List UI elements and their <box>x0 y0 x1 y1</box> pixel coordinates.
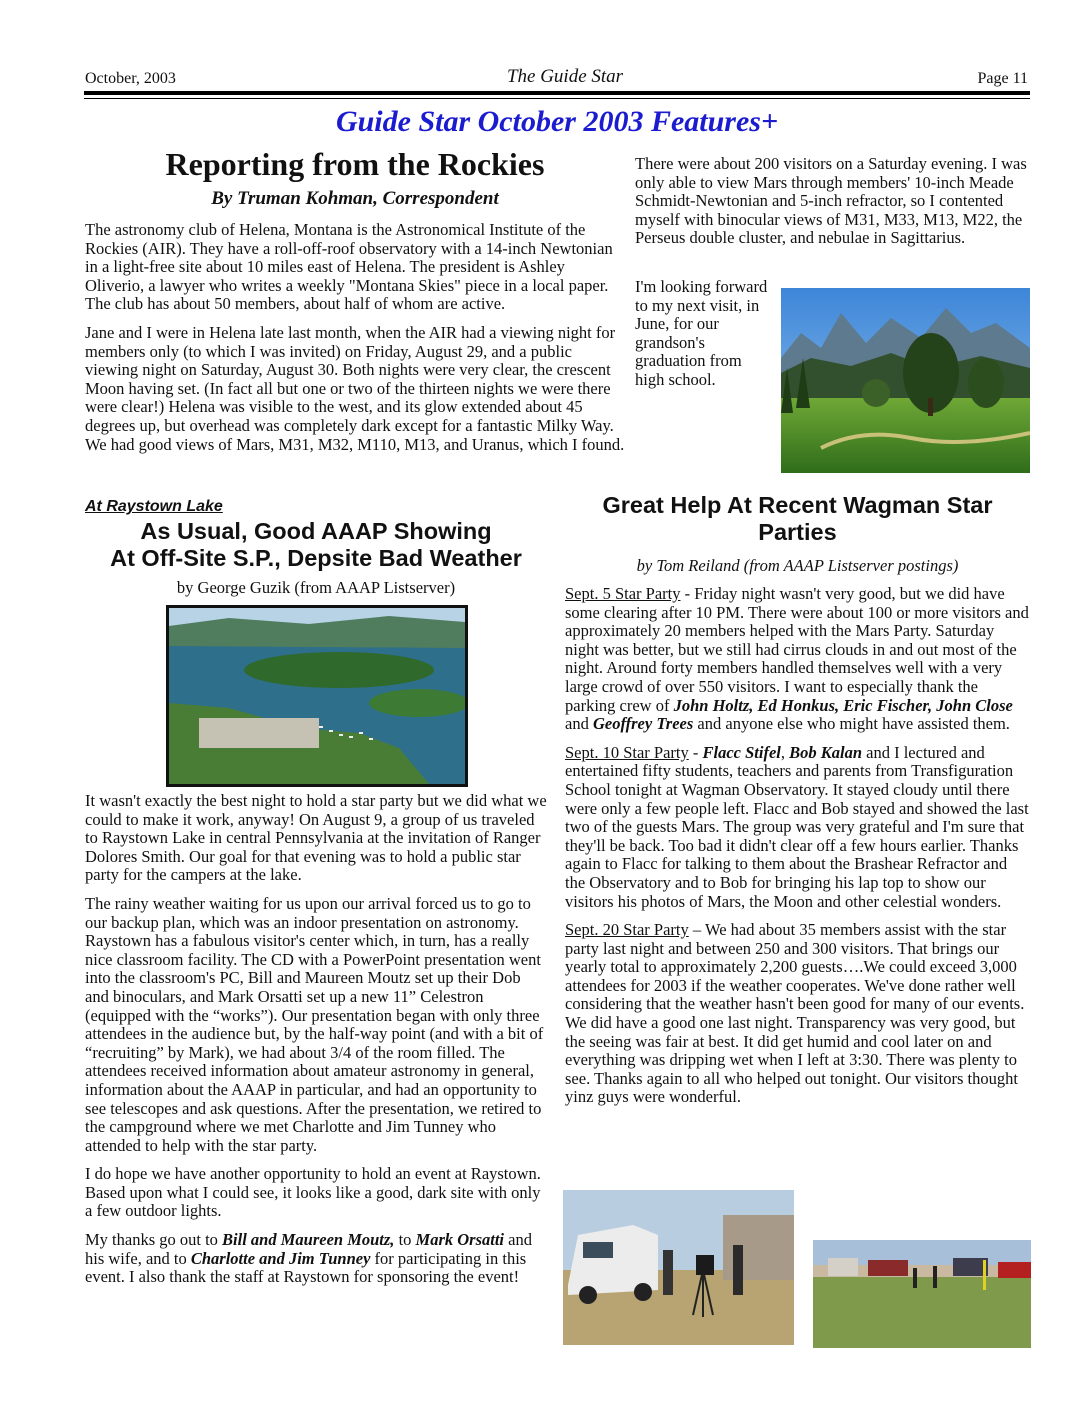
wagman-paragraph-sept10 <box>565 744 1030 911</box>
thanks-name-moutz: Bill and Maureen Moutz, <box>222 1230 395 1250</box>
wagman-body <box>565 585 1030 1117</box>
sept10-name-kalan: Bob Kalan <box>789 742 863 762</box>
sept5-names: John Holtz, Ed Honkus, Eric Fischer, John Close <box>673 695 1013 715</box>
wagman-paragraph-sept5 <box>565 585 1030 734</box>
raystown-paragraph-4 <box>85 1231 547 1287</box>
raystown-body <box>85 792 547 1297</box>
raystown-byline: by George Guzik (from AAAP Listserver) <box>176 578 456 597</box>
sept10-dash: - <box>688 742 703 762</box>
rockies-body-right-narrow <box>635 278 775 400</box>
thanks-text-a: My thanks go out to <box>85 1230 223 1250</box>
page-number: Page 11 <box>977 70 1028 87</box>
rockies-title: Reporting from the Rockies <box>165 146 545 182</box>
wagman-paragraph-sept20 <box>565 921 1030 1107</box>
raystown-lake-photo <box>166 605 468 787</box>
rockies-body-right <box>635 155 1030 258</box>
raystown-title-line-1: As Usual, Good AAAP Showing <box>140 518 492 544</box>
raystown-paragraph-3: I do hope we have another opportunity to hold an event at Raystown. Based upon what I could see, it looks like a good, dark site with only a few outdoor lights. <box>85 1164 541 1221</box>
thanks-text-c: to <box>394 1230 416 1250</box>
masthead: The Guide Star <box>506 66 624 87</box>
sept10-name-stifel: Flacc Stifel <box>702 742 781 762</box>
rockies-body-left <box>85 221 625 464</box>
sept5-and: and <box>565 714 593 734</box>
raystown-paragraph-1: It wasn't exactly the best night to hold a star party but we did what we could to make it work, anyway! On August 9, a group of us traveled to Raystown Lake in central Pennsylvania at the invitation of Ranger Dolores Smith. Our goal for that evening was to hold a public star party for the campers at the lake. <box>85 791 547 885</box>
rockies-byline: By Truman Kohman, Correspondent <box>211 188 499 209</box>
wagman-byline: by Tom Reiland (from AAAP Listserver postings) <box>636 556 959 575</box>
features-banner: Guide Star October 2003 Features+ <box>335 105 779 138</box>
thanks-name-tunney: Charlotte and Jim Tunney <box>190 1248 371 1268</box>
rockies-paragraph-1: The astronomy club of Helena, Montana is the Astronomical Institute of the Rockies (AIR). They have a roll-off-roof observatory with a 14-inch Newtonian in a light-free site about 10 miles east of Helena. The president is Ashley Oliverio, a lawyer who writes a weekly "Montana Skies" piece in a local paper. The club has about 50 members, about half of whom are active. <box>85 220 613 314</box>
sept10-heading: Sept. 10 Star Party <box>565 742 689 762</box>
sept20-text: – We had about 35 members assist with the star party last night and between 250 and 300 visitors. That brings our yearly total to approximately 2,200 guests….We could exceed 3,000 attendees for 2003 if the weather cooperates. We've done rather well considering that the weather hasn't been good for many of our events. We did have a good one last night. Transparency was very good, but the seeing was fair at best. It did get humid and cool later on and everything was dripping wet when I left at 3:30. There was plenty to see. Thanks again to all who helped out tonight. Our visitors thought yinz guys were wonderful. <box>565 920 1025 1107</box>
header-rule-thin <box>84 98 1030 99</box>
sept5-name-trees: Geoffrey Trees <box>592 714 694 734</box>
raystown-kicker: At Raystown Lake <box>85 498 223 515</box>
raystown-title-line-2: At Off-Site S.P., Depsite Bad Weather <box>110 545 522 571</box>
sept20-heading: Sept. 20 Star Party <box>565 920 689 940</box>
sept10-text: and I lectured and entertained fifty students, teachers and parents from Transfiguration School tonight at Wagman Observatory. It stayed cloudy until there were only a few people left. Flacc and Bob stayed and showed the last two of the guests Mars. The group was very grateful and I'm sure that they'll be back. Too bad it didn't clear off a few hours earlier. Thanks again to Flacc for talking to them about the Brashear Refractor and the Observatory and to Bob for bringing his lap top to show our visitors his photos of Mars, the Moon and other celestial wonders. <box>565 742 1029 911</box>
sept5-heading: Sept. 5 Star Party <box>565 584 681 603</box>
thanks-name-orsatti: Mark Orsatti <box>415 1230 505 1250</box>
mountain-meadow-photo <box>781 288 1030 473</box>
rockies-paragraph-3: There were about 200 visitors on a Saturday evening. I was only able to view Mars through members' 10-inch Meade Schmidt-Newtonian and 5-inch refractor, so I contented myself with binocular views of M31, M33, M13, M22, the Perseus double cluster, and nebulae in Sagittarius. <box>635 154 1027 248</box>
thanks-text-e: and his wife, and to <box>85 1230 532 1268</box>
wagman-title: Great Help At Recent Wagman Star Parties <box>602 492 993 545</box>
rockies-paragraph-4: I'm looking forward to my next visit, in June, for our grandson's graduation from high school. <box>635 277 768 389</box>
rockies-paragraph-2: Jane and I were in Helena late last month, when the AIR had a viewing night for members only (to which I was invited) on Friday, August 29, and a public viewing night on Saturday, August 30. Both nights were very clear, the crescent Moon having set. (In fact all but one or two of the thirteen nights we were there were clear!) Helena was visible to the west, and its glow extended about 45 degrees up, but overhead was completely dark except for a fantastic Milky Way. We had good views of Mars, M31, M32, M110, M13, and Uranus, which I found. <box>85 322 625 454</box>
star-party-van-photo <box>563 1190 794 1345</box>
thanks-text-g: for participating in this event. I also thank the staff at Raystown for sponsoring the event! <box>85 1248 527 1287</box>
sept5-text-a: - Friday night wasn't very good, but we did have some clearing after 10 PM. There were about 100 or more visitors and approximately 20 members helped with the Mars Party. Saturday night was better, but we still had cirrus clouds in and out most of the night. Around forty members handled themselves well with a very large crowd of over 550 visitors. I want to especially thank the parking crew of <box>565 584 1029 715</box>
star-party-field-photo <box>813 1240 1031 1348</box>
raystown-title <box>85 518 547 572</box>
sept5-text-b: and anyone else who might have assisted them. <box>693 714 1010 734</box>
raystown-paragraph-2: The rainy weather waiting for us upon our arrival forced us to go to our backup plan, which was an indoor presentation on astronomy. Raystown has a fabulous visitor's center which, in turn, has a really nice classroom facility. The CD with a PowerPoint presentation went into the classroom's PC, Bill and Maureen Moutz set up their Dob and binoculars, and Mark Orsatti set up a new 11” Celestron (equipped with the “works”). Our presentation began with only three attendees in the audience but, by the half-way point (and with a bit of “recruiting” by Mark), we had about 3/4 of the room filled. The attendees received information about amateur astronomy in general, information about the AAAP in particular, and had an opportunity to see telescopes and ask questions. After the presentation, we retired to the campground where we met Charlotte and Jim Tunney who attended to help with the star party. <box>85 893 544 1155</box>
sept10-comma: , <box>780 742 790 762</box>
issue-date: October, 2003 <box>85 70 176 87</box>
header-rule-thick <box>84 91 1030 95</box>
